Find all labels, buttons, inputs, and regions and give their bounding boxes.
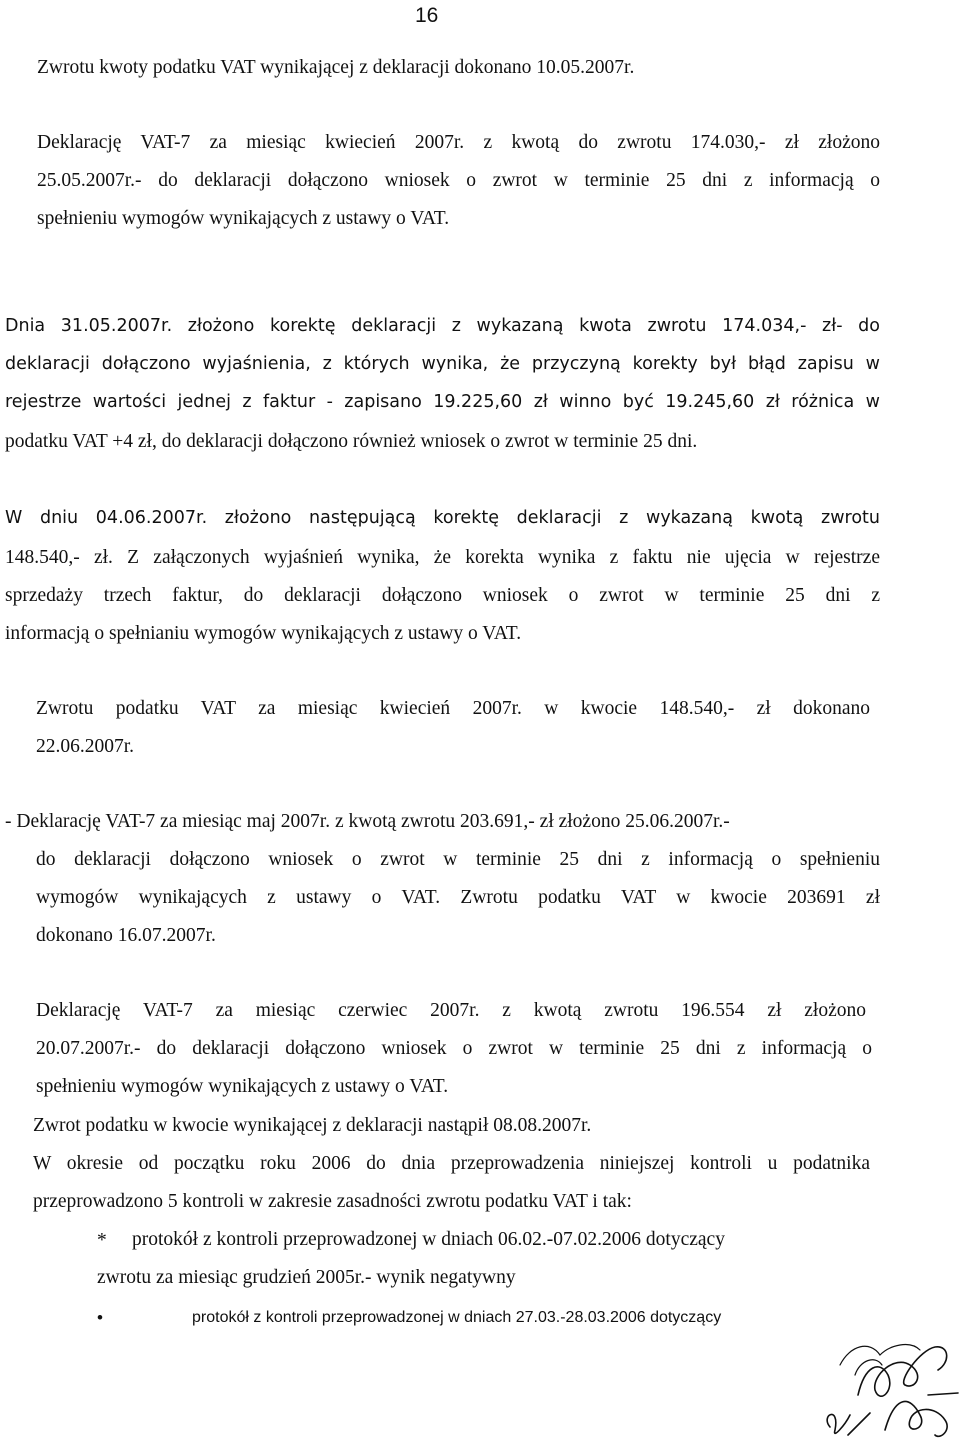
list-item-line: zwrotu za miesiąc grudzień 2005r.- wynik negatywny [97,1267,516,1288]
paragraph-line: wymogów wynikających z ustawy o VAT. Zwrotu podatku VAT w kwocie 203691 zł [36,887,880,908]
paragraph-line: przeprowadzono 5 kontroli w zakresie zasadności zwrotu podatku VAT i tak: [33,1191,632,1212]
list-marker: * [97,1230,107,1251]
paragraph-line: spełnieniu wymogów wynikających z ustawy o VAT. [37,208,450,229]
paragraph-line: deklaracji dołączono wyjaśnienia, z których wynika, że przyczyną korekty był błąd zapisu w [5,354,880,374]
paragraph-line: do deklaracji dołączono wniosek o zwrot w terminie 25 dni z informacją o spełnieniu [36,849,880,870]
paragraph-line: 20.07.2007r.- do deklaracji dołączono wniosek o zwrot w terminie 25 dni z informacją o [36,1038,872,1059]
paragraph-line: spełnieniu wymogów wynikających z ustawy o VAT. [36,1076,449,1097]
list-item-line: protokół z kontroli przeprowadzonej w dniach 06.02.-07.02.2006 dotyczący [132,1229,725,1250]
paragraph-line: informacją o spełnianiu wymogów wynikających z ustawy o VAT. [5,623,522,644]
paragraph-line: rejestrze wartości jednej z faktur - zapisano 19.225,60 zł winno być 19.245,60 zł różnica w [5,392,880,412]
paragraph-line: Deklarację VAT-7 za miesiąc kwiecień 2007r. z kwotą do zwrotu 174.030,- zł złożono [37,132,880,153]
paragraph-line: Deklarację VAT-7 za miesiąc czerwiec 2007r. z kwotą zwrotu 196.554 zł złożono [36,1000,866,1021]
list-marker: • [97,1308,103,1327]
paragraph-line: - Deklarację VAT-7 za miesiąc maj 2007r. z kwotą zwrotu 203.691,- zł złożono 25.06.2007r.- [5,811,730,832]
paragraph-line: sprzedaży trzech faktur, do deklaracji dołączono wniosek o zwrot w terminie 25 dni z [5,585,880,606]
paragraph-line: W okresie od początku roku 2006 do dnia przeprowadzenia niniejszej kontroli u podatnika [33,1153,870,1174]
paragraph-line: 148.540,- zł. Z załączonych wyjaśnień wynika, że korekta wynika z faktu nie ujęcia w rejestrze [5,547,880,568]
paragraph-line: Zwrotu kwoty podatku VAT wynikającej z deklaracji dokonano 10.05.2007r. [37,57,635,78]
paragraph-line: Dnia 31.05.2007r. złożono korektę deklaracji z wykazaną kwota zwrotu 174.034,- zł- do [5,316,880,336]
paragraph-line: 22.06.2007r. [36,736,135,757]
list-item-line: protokół z kontroli przeprowadzonej w dniach 27.03.-28.03.2006 dotyczący [192,1309,722,1326]
paragraph-line: Zwrotu podatku VAT za miesiąc kwiecień 2007r. w kwocie 148.540,- zł dokonano [36,698,870,719]
handwritten-signature [810,1335,960,1445]
paragraph-line: 25.05.2007r.- do deklaracji dołączono wniosek o zwrot w terminie 25 dni z informacją o [37,170,880,191]
paragraph-line: podatku VAT +4 zł, do deklaracji dołączono również wniosek o zwrot w terminie 25 dni. [5,431,698,452]
paragraph-line: Zwrot podatku w kwocie wynikającej z deklaracji nastąpił 08.08.2007r. [33,1115,592,1136]
page-number: 16 [415,4,439,27]
paragraph-line: W dniu 04.06.2007r. złożono następującą korektę deklaracji z wykazaną kwotą zwrotu [5,508,880,528]
paragraph-line: dokonano 16.07.2007r. [36,925,216,946]
